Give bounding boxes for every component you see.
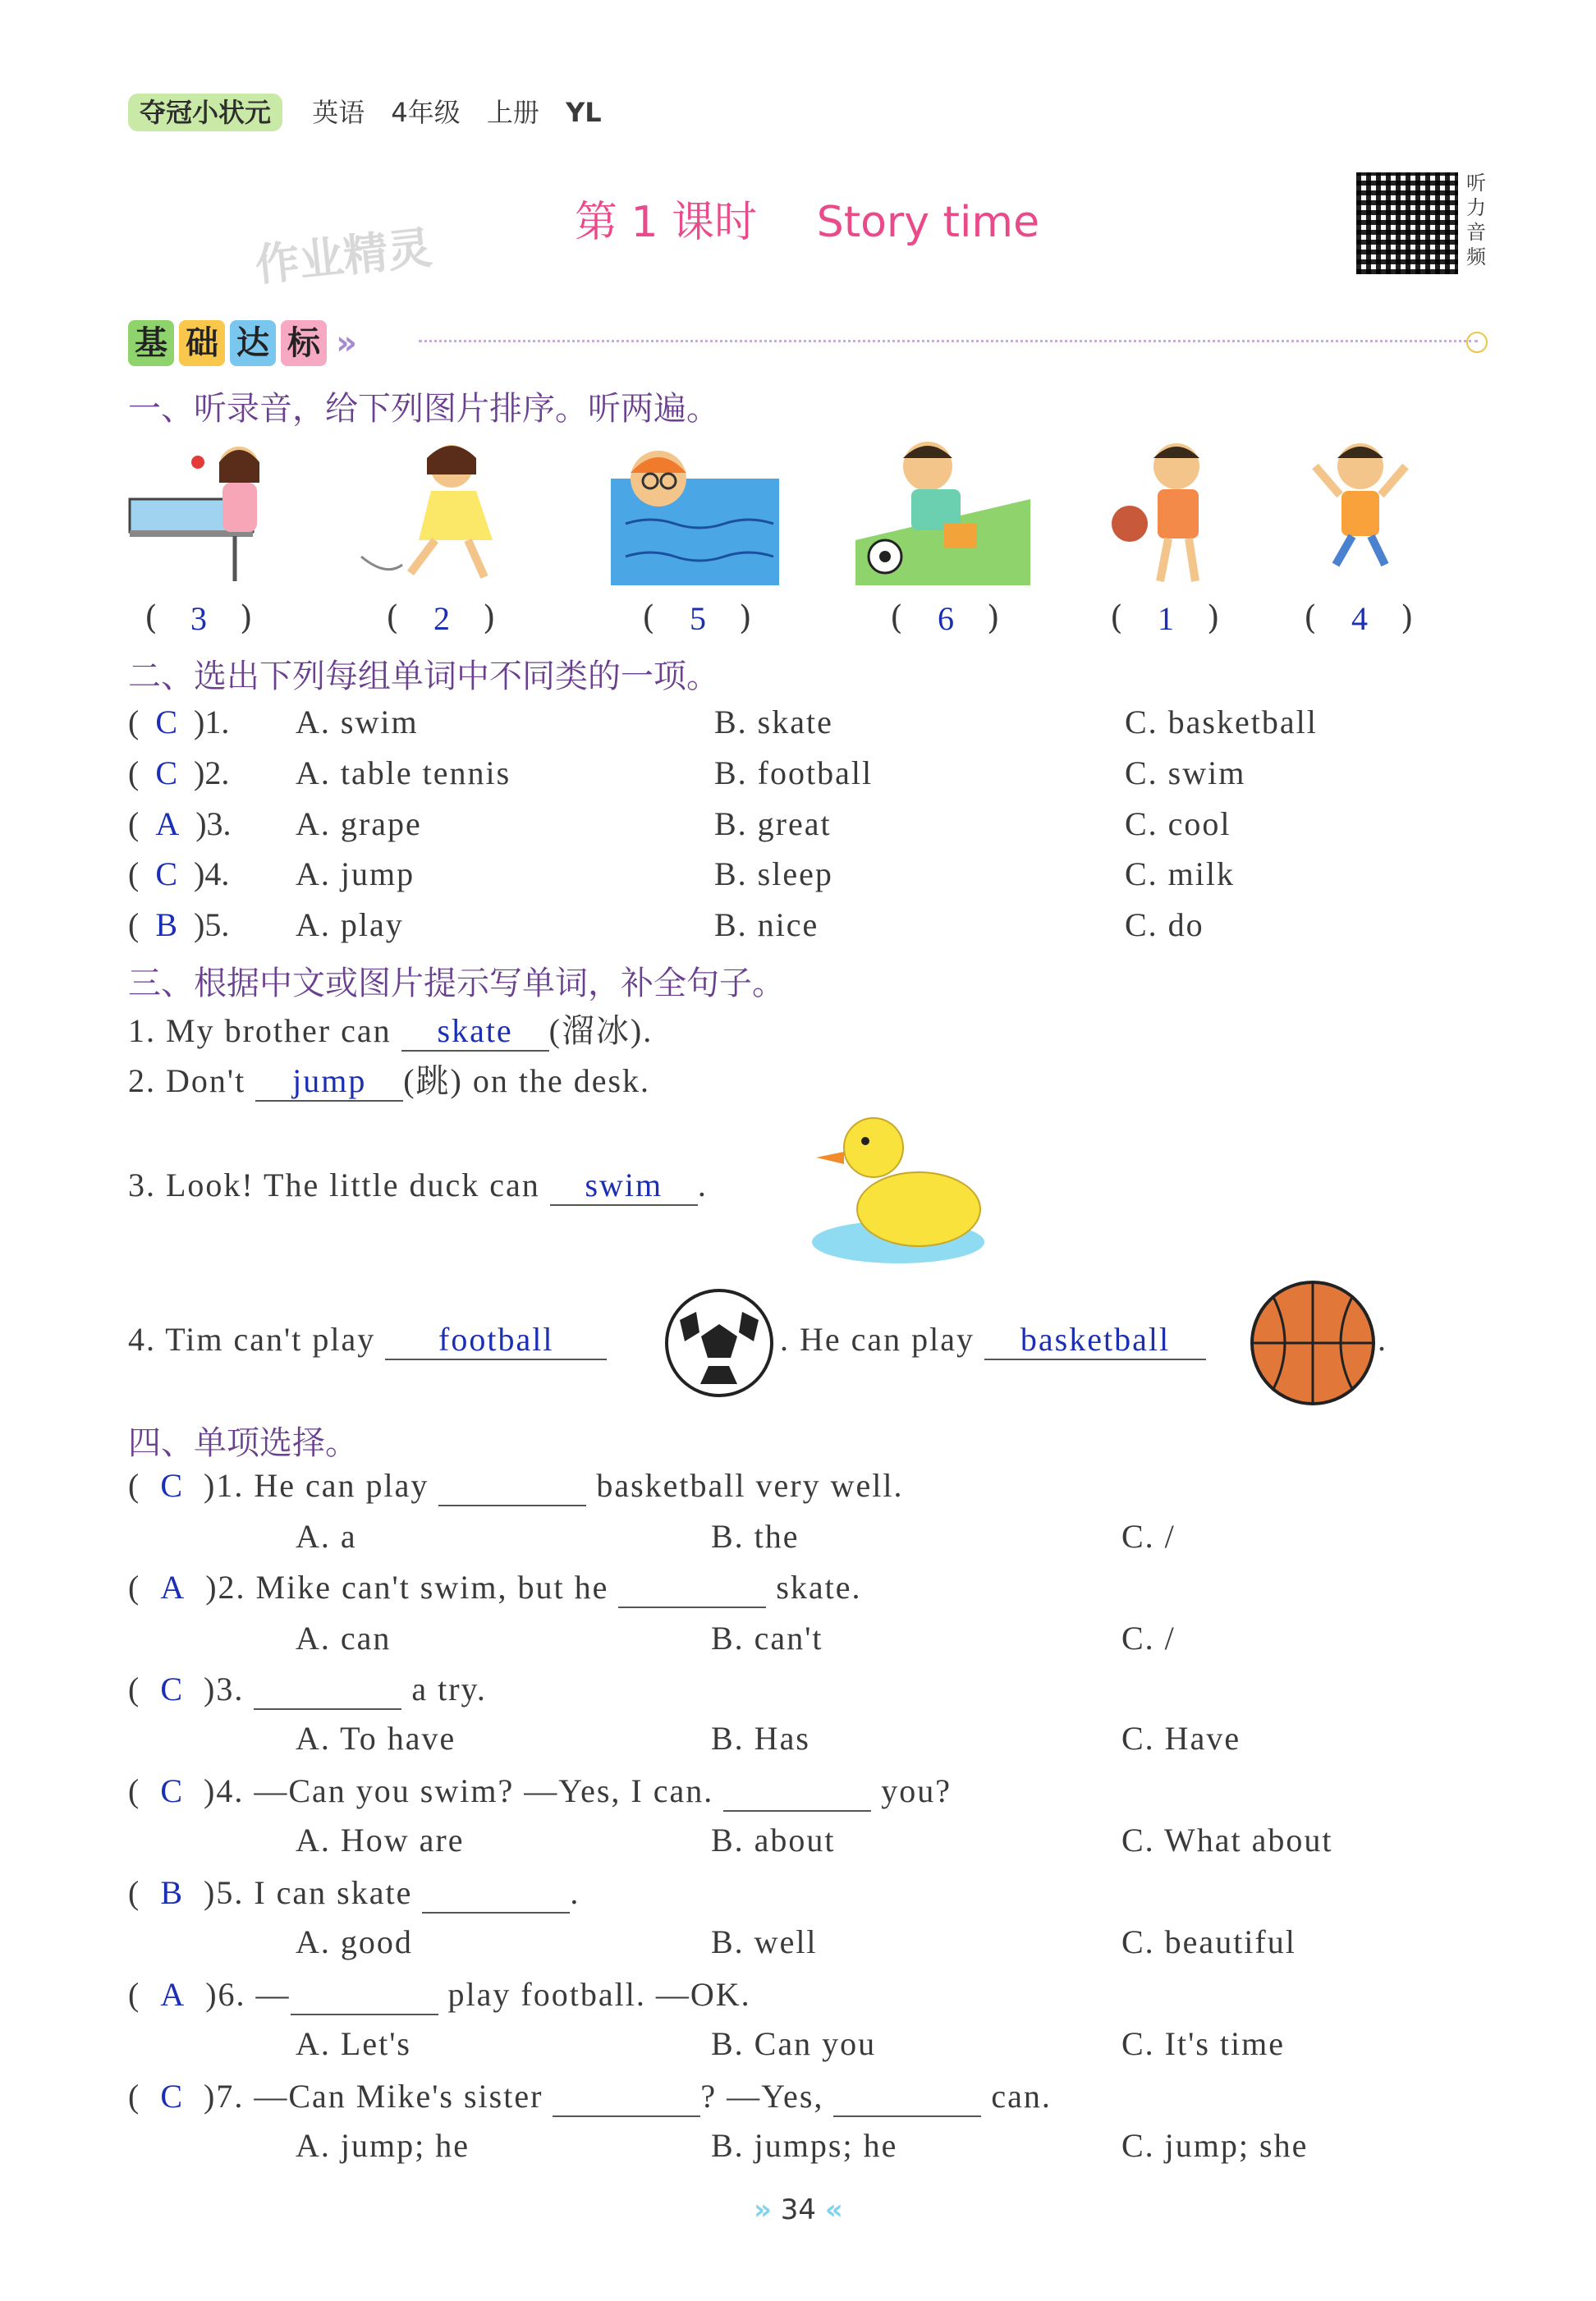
mc-question-4: ( C )4. —Can you swim? —Yes, I can. you? [128, 1772, 952, 1812]
grade: 4年级 [391, 97, 461, 128]
brand-badge: 夺冠小状元 [128, 94, 282, 131]
mc-question-2: ( A )2. Mike can't swim, but he skate. [128, 1568, 862, 1608]
answer-blank[interactable]: swim [550, 1166, 698, 1206]
section-badge: 基 础 达 标 » [128, 312, 357, 366]
mc-question-5: ( B )5. I can skate . [128, 1873, 580, 1914]
page-title [575, 187, 1039, 249]
fill-question-2: 2. Don't jump (跳) on the desk. [128, 1055, 650, 1102]
mc-question-6: ( A )6. — play football. —OK. [128, 1975, 751, 2015]
watermark: 作业精灵 [252, 221, 435, 292]
football-icon [663, 1287, 775, 1399]
divider-end-icon [1466, 332, 1488, 353]
duck-icon [808, 1107, 990, 1267]
lesson-number: 第 1 课时 [575, 198, 758, 247]
answer-blank[interactable]: skate [401, 1011, 549, 1052]
skating-girl-icon [353, 433, 542, 585]
header [128, 92, 602, 130]
lesson-name: Story time [816, 198, 1040, 247]
jumping-boy-icon [1307, 433, 1414, 589]
section3-title: 三、根据中文或图片提示写单词，补全句子。 [128, 965, 785, 1002]
qr-label: 听 力 音 频 [1466, 172, 1486, 268]
qr-code-icon[interactable] [1356, 172, 1458, 274]
list-item: ( C )4. [128, 855, 230, 892]
divider [419, 340, 1478, 342]
swimming-boy-icon [609, 433, 782, 589]
basketball-icon [1248, 1279, 1378, 1407]
fill-question-4-part2: . He can play basketball [780, 1320, 1206, 1360]
answer-blank[interactable]: football [385, 1320, 607, 1360]
fill-question-4: 4. Tim can't play football [128, 1320, 607, 1360]
basketball-boy-icon [1107, 433, 1230, 589]
answer-blank[interactable]: basketball [984, 1320, 1206, 1360]
subject: 英语 [312, 97, 365, 128]
list-item: ( A )3. [128, 805, 232, 842]
section1-title: 一、听录音，给下列图片排序。听两遍。 [128, 390, 719, 428]
table-tennis-girl-icon [128, 433, 292, 585]
page-number: » 34 « [754, 2193, 843, 2226]
mc-question-3: ( C )3. a try. [128, 1670, 487, 1710]
fill-question-1: 1. My brother can skate (溜冰). [128, 1005, 653, 1052]
edition: YL [566, 97, 602, 128]
section2-title: 二、选出下列每组单词中不同类的一项。 [128, 658, 719, 695]
answer-blank[interactable]: jump [255, 1061, 403, 1102]
mc-question-1: ( C )1. He can play basketball very well. [128, 1466, 903, 1506]
football-boy-icon [854, 433, 1034, 589]
section4-title: 四、单项选择。 [128, 1424, 358, 1462]
mc-question-7: ( C )7. —Can Mike's sister ? —Yes, can. [128, 2077, 1052, 2117]
list-item: ( C )1. [128, 704, 230, 740]
list-item: ( C )2. [128, 754, 230, 791]
volume: 上册 [486, 97, 539, 128]
list-item: ( B )5. [128, 906, 230, 943]
fill-question-3: 3. Look! The little duck can swim . [128, 1166, 708, 1206]
